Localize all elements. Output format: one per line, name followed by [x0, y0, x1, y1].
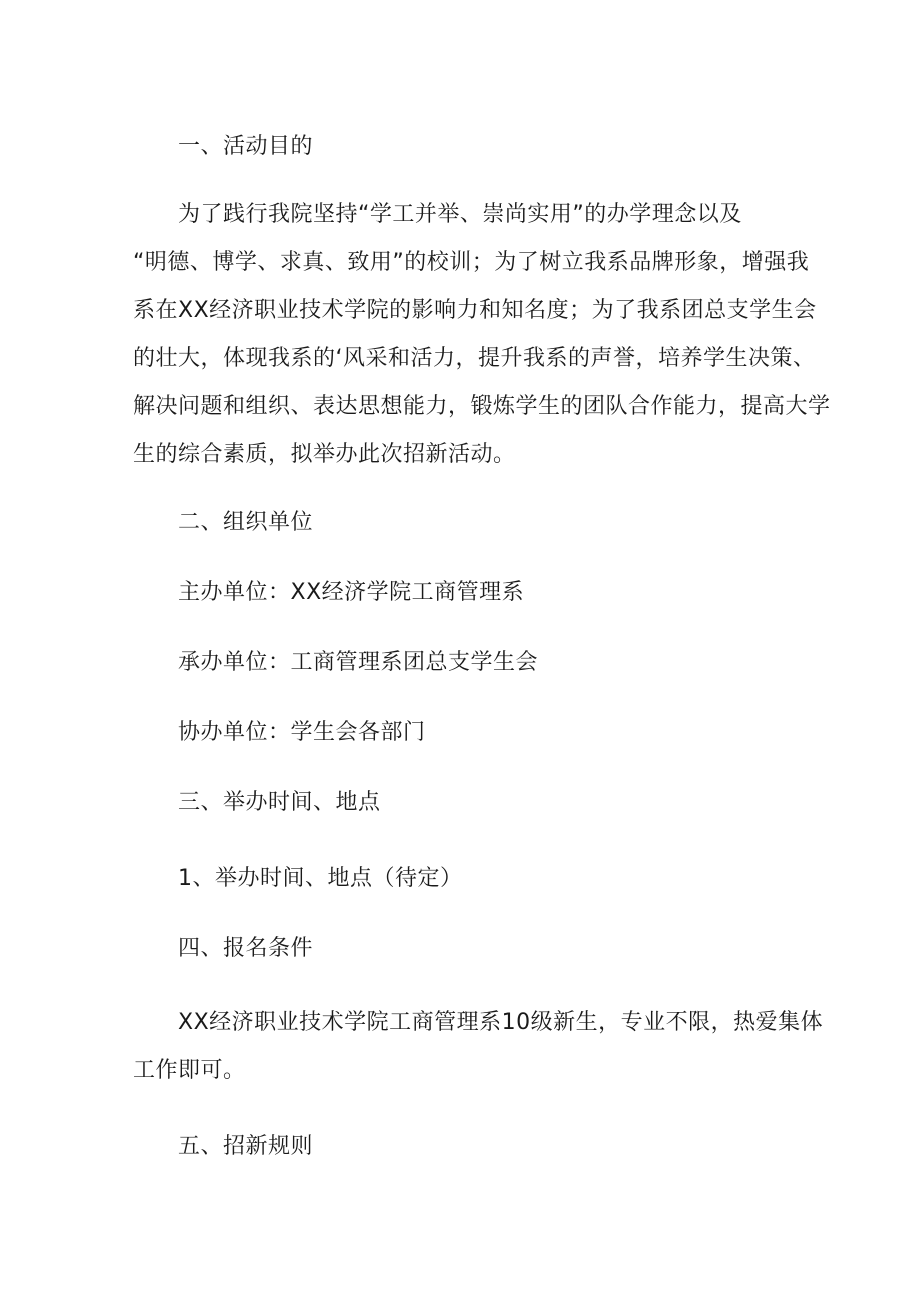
section-heading-requirements: 四、报名条件 [178, 936, 314, 961]
paragraph-line: XX经济职业技术学院工商管理系10级新生，专业不限，热爱集体 [178, 1010, 824, 1035]
organizer-unit: 承办单位：工商管理系团总支学生会 [178, 650, 539, 675]
time-place-item: 1、举办时间、地点（待定） [178, 866, 463, 891]
paragraph-line: “明德、博学、求真、致用”的校训；为了树立我系品牌形象，增强我 [133, 250, 810, 275]
paragraph-line: 系在XX经济职业技术学院的影响力和知名度；为了我系团总支学生会 [133, 298, 817, 323]
section-heading-organizers: 二、组织单位 [178, 510, 314, 535]
paragraph-line: 的壮大，体现我系的‘风采和活力，提升我系的声誉，培养学生决策、 [133, 346, 816, 371]
paragraph-line: 解决问题和组织、表达思想能力，锻炼学生的团队合作能力，提高大学 [133, 394, 831, 419]
host-unit: 主办单位：XX经济学院工商管理系 [178, 580, 525, 605]
section-heading-rules: 五、招新规则 [178, 1134, 314, 1159]
paragraph-line: 生的综合素质，拟举办此次招新活动。 [133, 442, 516, 467]
paragraph-line: 工作即可。 [133, 1058, 246, 1083]
section-heading-purpose: 一、活动目的 [178, 134, 314, 159]
section-heading-time-place: 三、举办时间、地点 [178, 790, 381, 815]
paragraph-line: 为了践行我院坚持“学工并举、崇尚实用”的办学理念以及 [178, 202, 742, 227]
co-organizer-unit: 协办单位：学生会各部门 [178, 720, 426, 745]
